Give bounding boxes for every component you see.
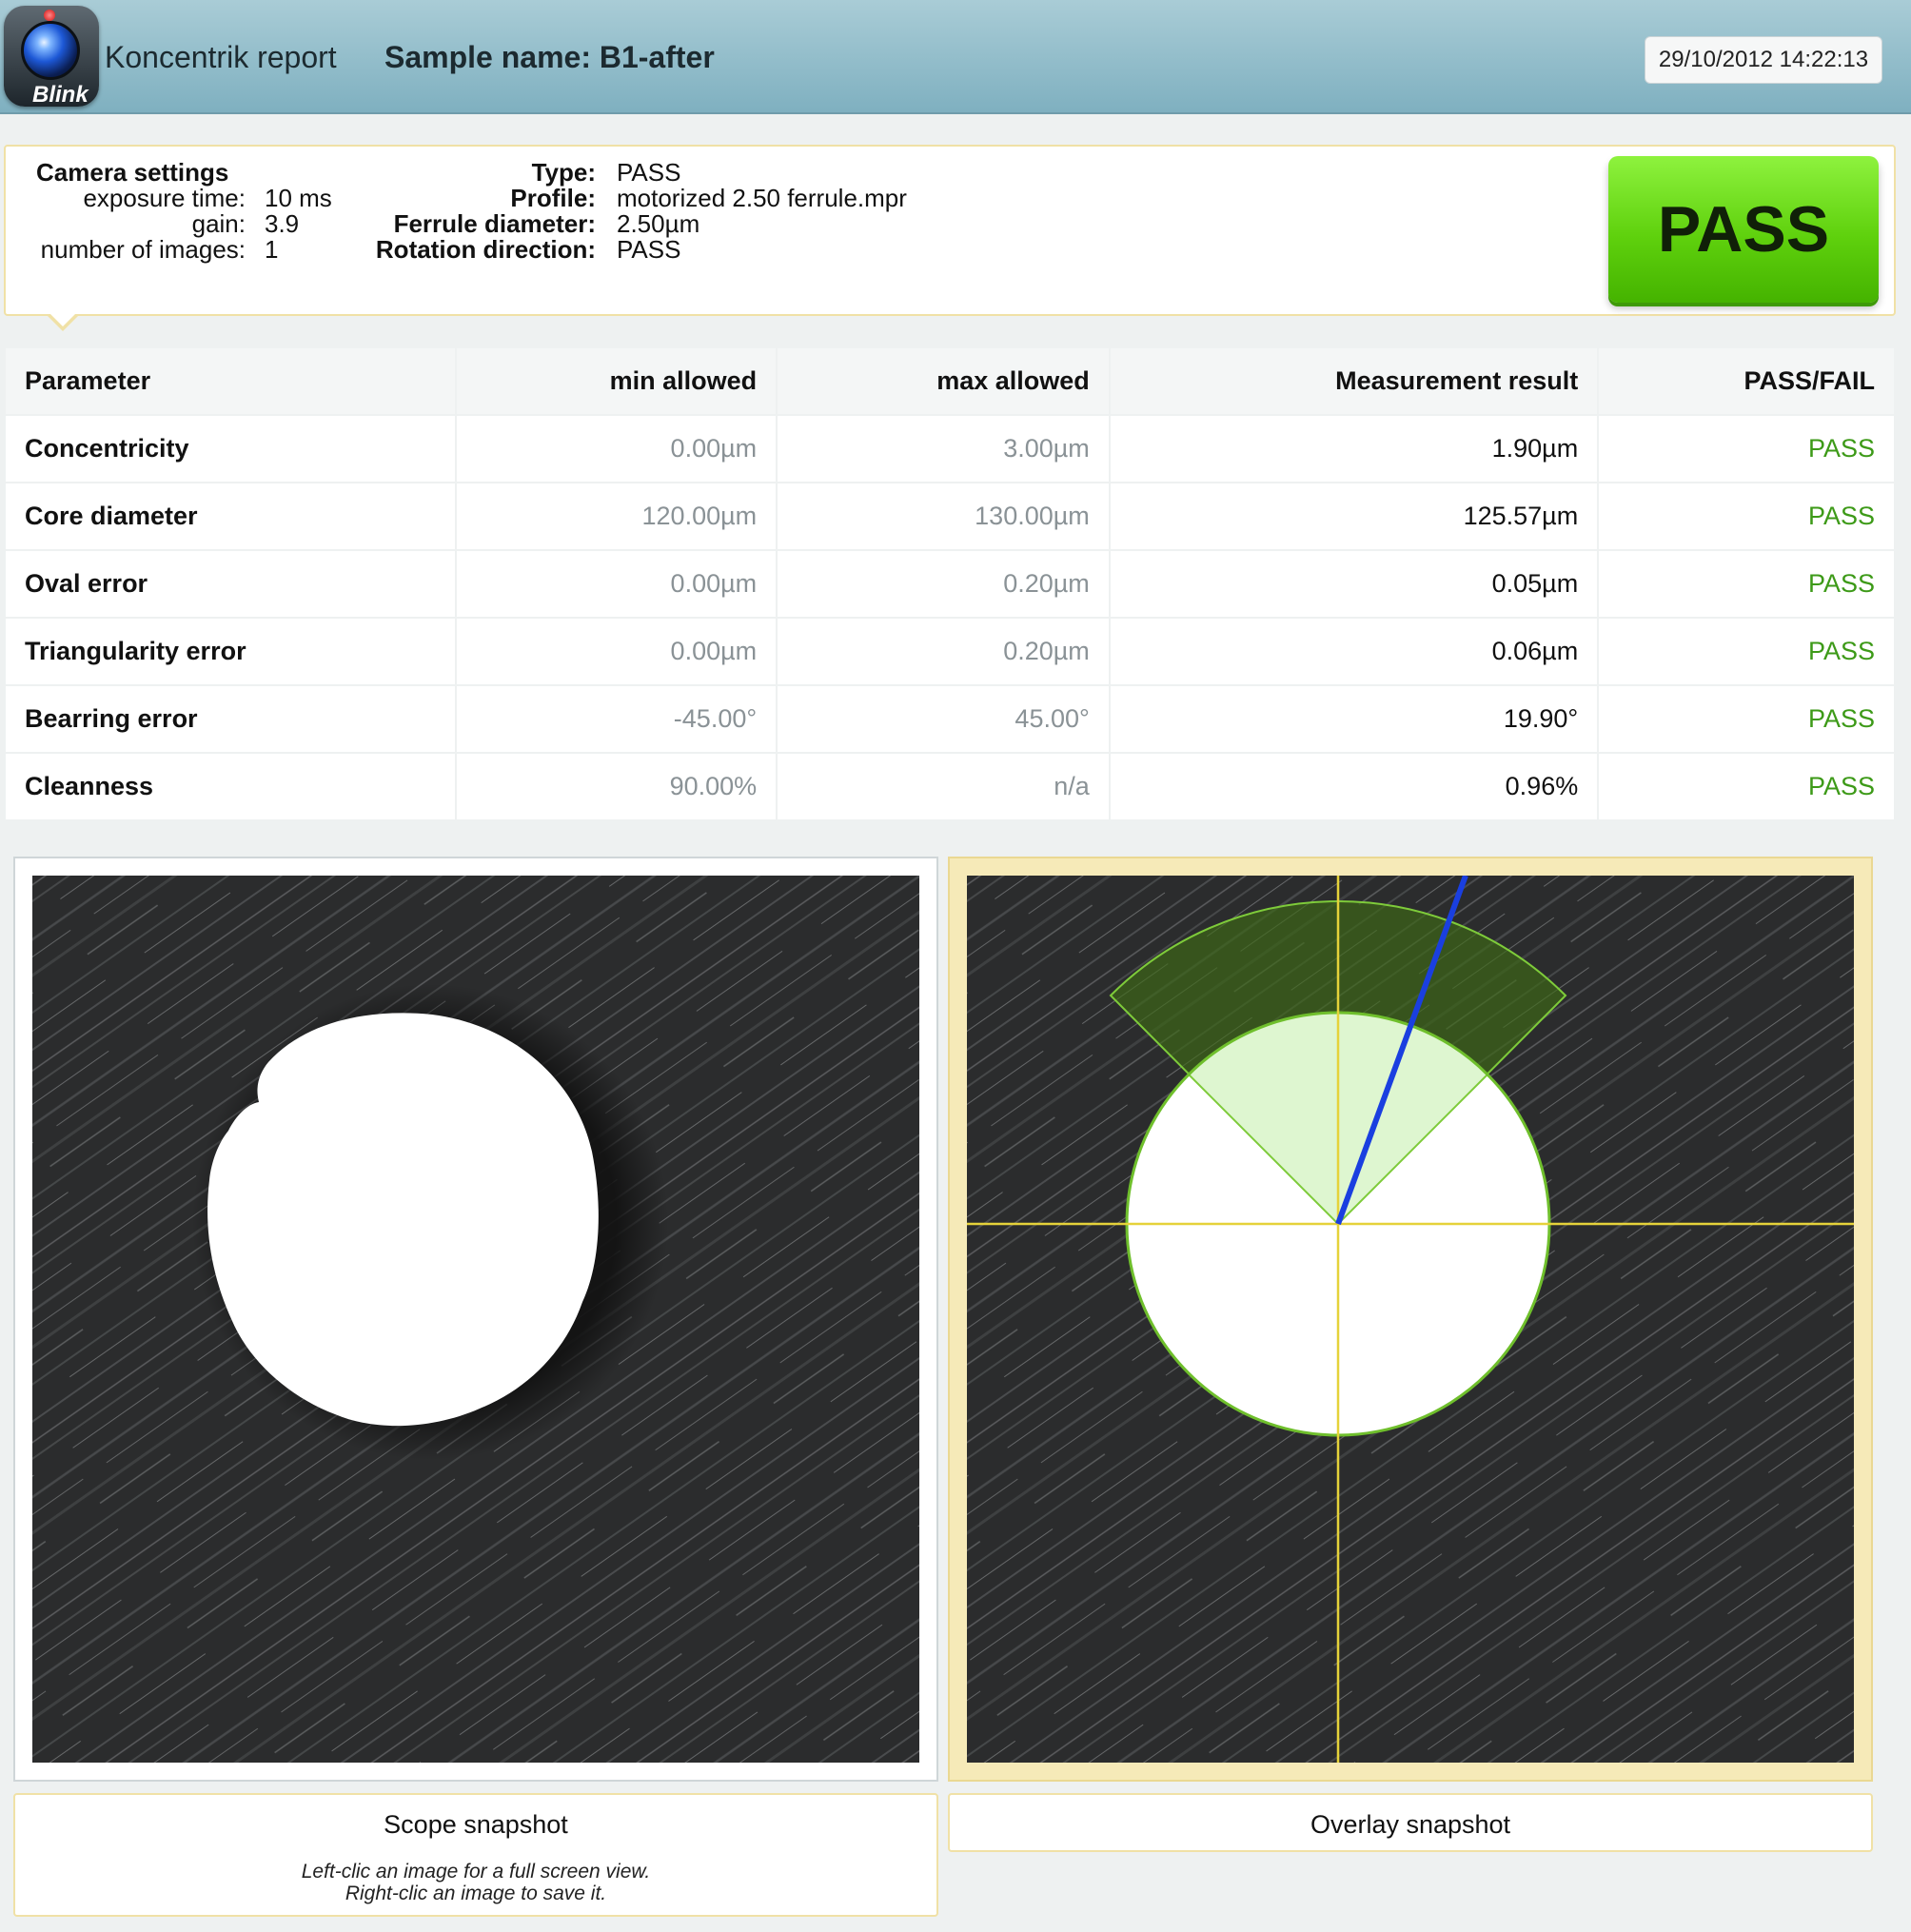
camera-settings-heading: Camera settings xyxy=(36,158,229,187)
min-allowed: 0.00µm xyxy=(456,618,778,685)
min-allowed: 120.00µm xyxy=(456,483,778,550)
table-row xyxy=(5,415,1895,483)
min-allowed: 0.00µm xyxy=(456,415,778,483)
app-title: Koncentrik report xyxy=(105,40,337,74)
param-name: Bearring error xyxy=(5,685,456,753)
camera-lens-icon xyxy=(21,21,80,80)
overlay-snapshot-image[interactable] xyxy=(967,876,1854,1763)
param-name: Oval error xyxy=(5,550,456,618)
overlay-caption-box xyxy=(948,1793,1873,1852)
snapshot-hint-1: Left-clic an image for a full screen view. xyxy=(301,1861,651,1883)
param-name: Core diameter xyxy=(5,483,456,550)
max-allowed: n/a xyxy=(777,753,1110,820)
pass-fail-status: PASS xyxy=(1598,685,1895,753)
header-pass-fail: PASS/FAIL xyxy=(1598,347,1895,415)
table-row xyxy=(5,550,1895,618)
max-allowed: 3.00µm xyxy=(777,415,1110,483)
recording-dot-icon xyxy=(44,10,55,21)
header-max-allowed: max allowed xyxy=(777,347,1110,415)
param-name: Cleanness xyxy=(5,753,456,820)
ferrule-diameter-value: 2.50µm xyxy=(617,209,700,238)
rotation-direction-label: Rotation direction: xyxy=(375,235,596,264)
overlay-snapshot-panel xyxy=(948,857,1873,1782)
header-parameter: Parameter xyxy=(5,347,456,415)
min-allowed: 90.00% xyxy=(456,753,778,820)
logo-text: Blink xyxy=(32,82,89,108)
param-name: Concentricity xyxy=(5,415,456,483)
sample-name: Sample name: B1-after xyxy=(384,40,715,74)
max-allowed: 130.00µm xyxy=(777,483,1110,550)
max-allowed: 0.20µm xyxy=(777,550,1110,618)
scope-snapshot-panel xyxy=(13,857,938,1782)
type-value: PASS xyxy=(617,158,681,187)
blink-logo xyxy=(4,6,99,107)
min-allowed: -45.00° xyxy=(456,685,778,753)
rotation-direction-value: PASS xyxy=(617,235,681,264)
pass-fail-status: PASS xyxy=(1598,618,1895,685)
fiber-core xyxy=(207,1013,599,1426)
param-name: Triangularity error xyxy=(5,618,456,685)
gain-value: 3.9 xyxy=(265,209,300,238)
table-row xyxy=(5,618,1895,685)
pass-fail-status: PASS xyxy=(1598,415,1895,483)
exposure-value: 10 ms xyxy=(265,184,332,212)
profile-value: motorized 2.50 ferrule.mpr xyxy=(617,184,907,212)
overlay-caption: Overlay snapshot xyxy=(1310,1810,1511,1839)
report-datetime: 29/10/2012 14:22:13 xyxy=(1645,36,1882,84)
scope-caption: Scope snapshot xyxy=(384,1810,568,1839)
ferrule-diameter-label: Ferrule diameter: xyxy=(393,209,596,238)
header-min-allowed: min allowed xyxy=(456,347,778,415)
table-row xyxy=(5,685,1895,753)
table-header-row xyxy=(5,347,1895,415)
measurement-result: 1.90µm xyxy=(1110,415,1598,483)
images-value: 1 xyxy=(265,235,279,264)
scope-snapshot-image[interactable] xyxy=(32,876,919,1763)
measurement-result: 0.06µm xyxy=(1110,618,1598,685)
snapshot-hint-2: Right-clic an image to save it. xyxy=(345,1883,607,1904)
verdict-pass-button[interactable]: PASS xyxy=(1608,156,1879,303)
min-allowed: 0.00µm xyxy=(456,550,778,618)
gain-label: gain: xyxy=(191,209,246,238)
report-header xyxy=(0,0,1911,114)
images-label: number of images: xyxy=(40,235,246,264)
pass-fail-status: PASS xyxy=(1598,550,1895,618)
measurement-result: 125.57µm xyxy=(1110,483,1598,550)
exposure-label: exposure time: xyxy=(83,184,246,212)
header-measurement-result: Measurement result xyxy=(1110,347,1598,415)
measurement-result: 0.96% xyxy=(1110,753,1598,820)
type-label: Type: xyxy=(531,158,596,187)
profile-label: Profile: xyxy=(510,184,596,212)
max-allowed: 45.00° xyxy=(777,685,1110,753)
table-row xyxy=(5,483,1895,550)
pass-fail-status: PASS xyxy=(1598,753,1895,820)
max-allowed: 0.20µm xyxy=(777,618,1110,685)
measurement-table xyxy=(4,346,1896,821)
table-row xyxy=(5,753,1895,820)
measurement-result: 19.90° xyxy=(1110,685,1598,753)
measurement-result: 0.05µm xyxy=(1110,550,1598,618)
pass-fail-status: PASS xyxy=(1598,483,1895,550)
scope-caption-box xyxy=(13,1793,938,1917)
